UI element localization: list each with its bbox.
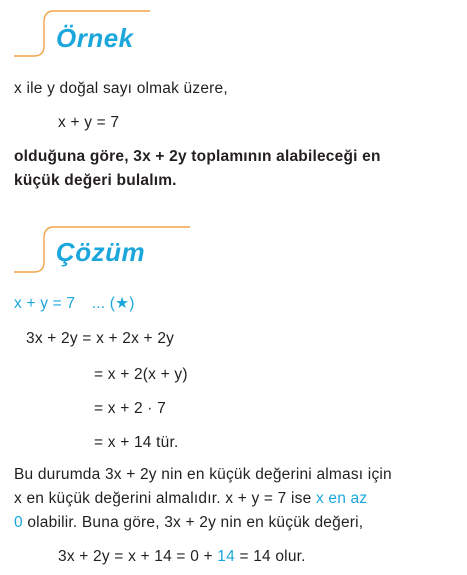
final-highlight: 14 [217, 548, 235, 565]
para2-highlight: x en az [315, 490, 368, 507]
para3-highlight: 0 [14, 514, 23, 531]
solution-step-3: = x + 2 · 7 [94, 400, 166, 417]
final-text-end: = 14 olur. [234, 548, 306, 565]
solution-step-4: = x + 14 tür. [94, 434, 179, 451]
solution-paragraph-line1: Bu durumda 3x + 2y nin en küçük değerini alması için [14, 466, 392, 483]
solution-final-line [58, 548, 306, 566]
para2-text: x en küçük değerini almalıdır. x + y = 7 ise [14, 490, 316, 507]
example-line1: x ile y doğal sayı olmak üzere, [14, 80, 228, 97]
given-eq: x + y = 7 [14, 295, 76, 312]
solution-step-1: 3x + 2y = x + 2x + 2y [26, 330, 175, 347]
solution-title: Çözüm [56, 237, 146, 267]
solution-step-2: = x + 2(x + y) [94, 366, 188, 383]
given-mark: ... (★) [91, 295, 135, 312]
solution-paragraph-line3 [14, 514, 363, 532]
example-question-line1: olduğuna göre, 3x + 2y toplamının alabileceği en [14, 148, 381, 165]
example-equation: x + y = 7 [58, 114, 120, 131]
solution-given-equation [14, 294, 135, 313]
solution-paragraph-line2 [14, 490, 367, 508]
example-question-line2: küçük değeri bulalım. [14, 172, 177, 189]
final-text-start: 3x + 2y = x + 14 = 0 + [58, 548, 218, 565]
para3-text: olabilir. Buna göre, 3x + 2y nin en küçük değeri, [22, 514, 364, 531]
example-title: Örnek [56, 23, 134, 53]
